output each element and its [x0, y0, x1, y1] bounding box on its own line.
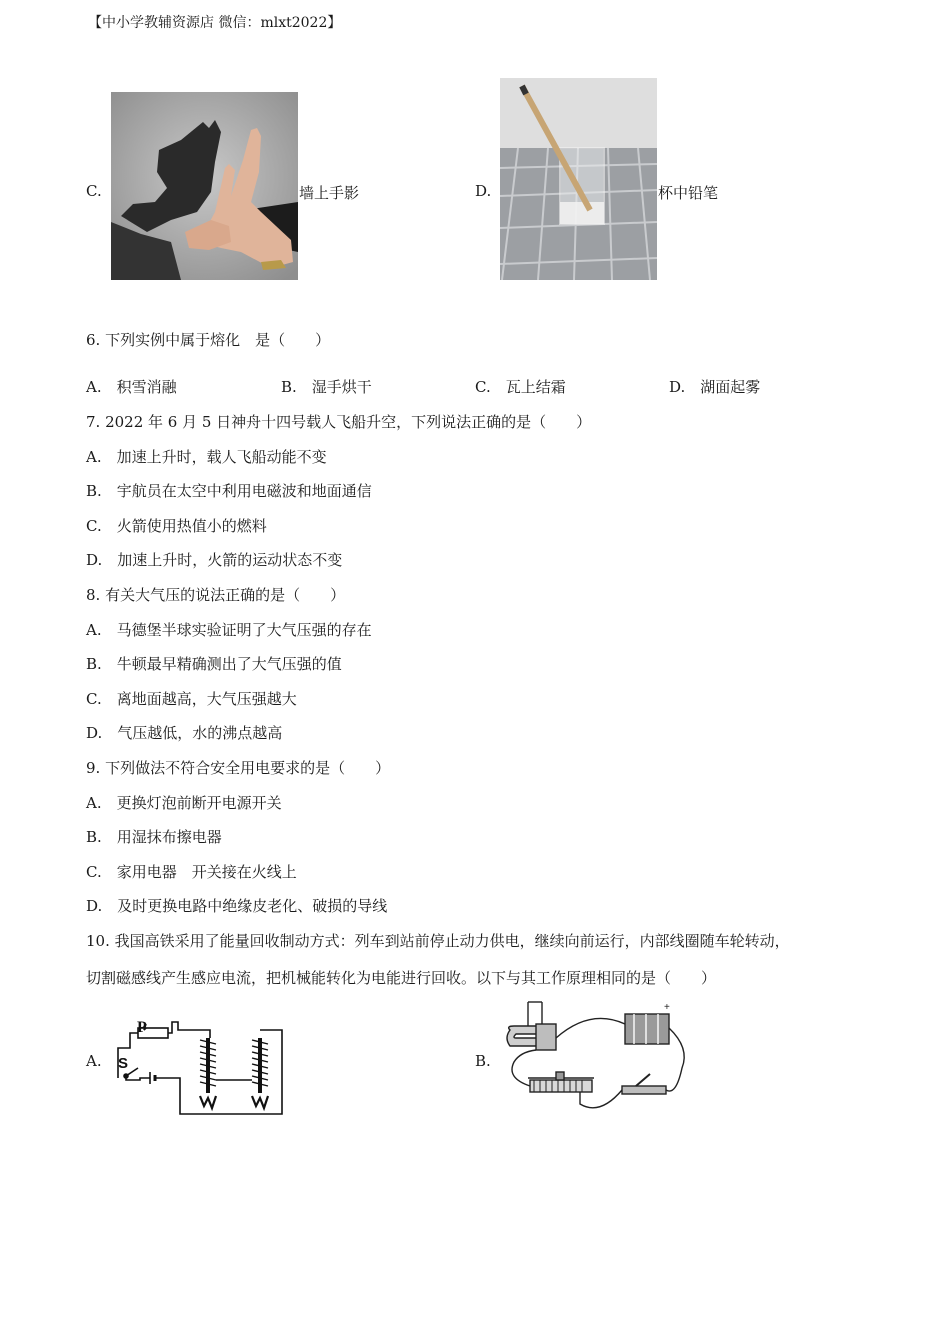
option-d-label: D. [475, 182, 492, 200]
svg-text:+: + [664, 1002, 670, 1013]
q9-option-d: D. 及时更换电路中绝缘皮老化、破损的导线 [86, 897, 388, 915]
option-d-text: 杯中铅笔 [658, 184, 719, 202]
question-10-stem-line2: 切割磁感线产生感应电流，把机械能转化为电能进行回收。以下与其工作原理相同的是（ ） [86, 969, 717, 987]
q10-option-b-label: B. [475, 1052, 491, 1070]
q9-option-a: A. 更换灯泡前断开电源开关 [86, 794, 282, 812]
q7-option-b: B. 宇航员在太空中利用电磁波和地面通信 [86, 482, 372, 500]
q10-option-a-label: A. [86, 1052, 102, 1070]
q9-option-b: B. 用湿抹布擦电器 [86, 828, 222, 846]
q6-option-c: C. 瓦上结霜 [475, 378, 566, 396]
option-c-text: 墙上手影 [299, 184, 360, 202]
rheostat-label-p: P [137, 1019, 147, 1036]
page-header: 【中小学教辅资源店 微信：mlxt2022】 [88, 15, 342, 31]
question-8-stem: 8. 有关大气压的说法正确的是（ ） [86, 586, 346, 604]
q8-option-c: C. 离地面越高，大气压强越大 [86, 690, 297, 708]
switch-label-s: S [118, 1055, 129, 1072]
question-7-stem: 7. 2022 年 6 月 5 日神舟十四号载人飞船升空，下列说法正确的是（ ） [86, 413, 592, 431]
q7-option-d: D. 加速上升时，火箭的运动状态不变 [86, 551, 343, 569]
q8-option-a: A. 马德堡半球实验证明了大气压强的存在 [86, 621, 372, 639]
question-6-stem: 6. 下列实例中属于熔化 是（ ） [86, 331, 331, 349]
electromagnet-circuit-diagram [110, 1018, 288, 1118]
q7-option-a: A. 加速上升时，载人飞船动能不变 [86, 448, 327, 466]
question-9-stem: 9. 下列做法不符合安全用电要求的是（ ） [86, 759, 391, 777]
q6-option-a: A. 积雪消融 [86, 378, 177, 396]
q6-option-d: D. 湖面起雾 [669, 378, 761, 396]
q8-option-d: D. 气压越低，水的沸点越高 [86, 724, 283, 742]
q7-option-c: C. 火箭使用热值小的燃料 [86, 517, 267, 535]
pencil-in-cup-image [500, 78, 657, 280]
q9-option-c: C. 家用电器 开关接在火线上 [86, 863, 297, 881]
q8-option-b: B. 牛顿最早精确测出了大气压强的值 [86, 655, 342, 673]
magnet-rail-circuit-diagram [500, 998, 695, 1116]
question-10-stem-line1: 10. 我国高铁采用了能量回收制动方式：列车到站前停止动力供电，继续向前运行，内部线圈随车轮转动， [86, 932, 790, 950]
option-c-label: C. [86, 182, 102, 200]
q6-option-b: B. 湿手烘干 [281, 378, 372, 396]
hand-shadow-image [111, 92, 298, 280]
